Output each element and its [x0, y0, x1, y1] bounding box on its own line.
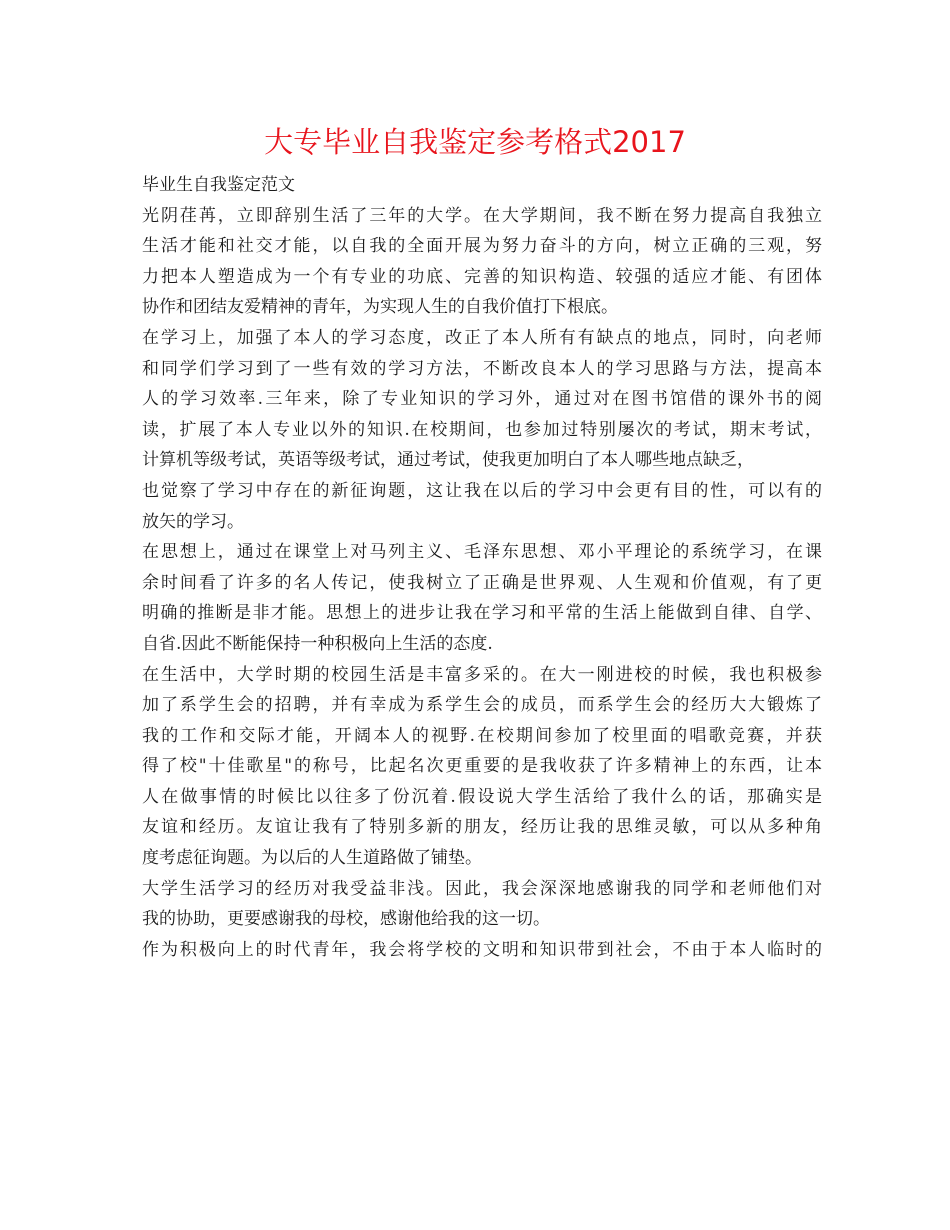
text-line: 我的工作和交际才能，开阔本人的视野.在校期间参加了校里面的唱歌竞赛，并获 [142, 725, 822, 746]
text-line: 在生活中，大学时期的校园生活是丰富多采的。在大一刚进校的时候，我也积极参 [142, 664, 822, 685]
text-line: 人在做事情的时候比以往多了份沉着.假设说大学生活给了我什么的话，那确实是 [142, 786, 822, 807]
text-line: 放矢的学习。 [142, 511, 244, 532]
text-line: 得了校"十佳歌星"的称号，比起名次更重要的是我收获了许多精神上的东西，让本 [142, 756, 822, 777]
text-line: 明确的推断是非才能。思想上的进步让我在学习和平常的生活上能做到自律、自学、 [142, 603, 822, 624]
text-line: 余时间看了许多的名人传记，使我树立了正确是世界观、人生观和价值观，有了更 [142, 572, 822, 593]
paragraph-lines [142, 201, 822, 966]
text-line: 协作和团结友爱精神的青年，为实现人生的自我价值打下根底。 [142, 297, 618, 318]
document-body [142, 170, 822, 965]
text-line: 度考虑征询题。为以后的人生道路做了铺垫。 [142, 848, 482, 869]
document-title: 大专毕业自我鉴定参考格式2017 [264, 125, 686, 159]
text-line: 友谊和经历。友谊让我有了特别多新的朋友，经历让我的思维灵敏，可以从多种角 [142, 817, 822, 838]
text-line: 我的协助，更要感谢我的母校，感谢他给我的这一切。 [142, 909, 550, 930]
text-line: 光阴荏苒，立即辞别生活了三年的大学。在大学期间，我不断在努力提高自我独立 [142, 205, 822, 226]
text-line: 和同学们学习到了一些有效的学习方法，不断改良本人的学习思路与方法，提高本 [142, 358, 822, 379]
text-line: 加了系学生会的招聘，并有幸成为系学生会的成员，而系学生会的经历大大锻炼了 [142, 695, 822, 716]
text-line: 作为积极向上的时代青年，我会将学校的文明和知识带到社会，不由于本人临时的 [142, 939, 822, 960]
document-subtitle: 毕业生自我鉴定范文 [142, 175, 295, 195]
text-line: 生活才能和社交才能，以自我的全面开展为努力奋斗的方向，树立正确的三观，努 [142, 236, 822, 257]
text-line: 在思想上，通过在课堂上对马列主义、毛泽东思想、邓小平理论的系统学习，在课 [142, 542, 822, 563]
text-line: 自省.因此不断能保持一种积极向上生活的态度. [142, 633, 493, 654]
text-line: 计算机等级考试，英语等级考试，通过考试，使我更加明白了本人哪些地点缺乏， [142, 450, 754, 471]
text-line: 也觉察了学习中存在的新征询题，这让我在以后的学习中会更有目的性，可以有的 [142, 480, 822, 501]
text-line: 在学习上，加强了本人的学习态度，改正了本人所有有缺点的地点，同时，向老师 [142, 327, 822, 348]
text-line: 力把本人塑造成为一个有专业的功底、完善的知识构造、较强的适应才能、有团体 [142, 266, 822, 287]
text-line: 人的学习效率.三年来，除了专业知识的学习外，通过对在图书馆借的课外书的阅 [142, 389, 822, 410]
text-line: 大学生活学习的经历对我受益非浅。因此，我会深深地感谢我的同学和老师他们对 [142, 878, 822, 899]
text-line: 读，扩展了本人专业以外的知识.在校期间，也参加过特别屡次的考试，期末考试， [142, 419, 822, 440]
